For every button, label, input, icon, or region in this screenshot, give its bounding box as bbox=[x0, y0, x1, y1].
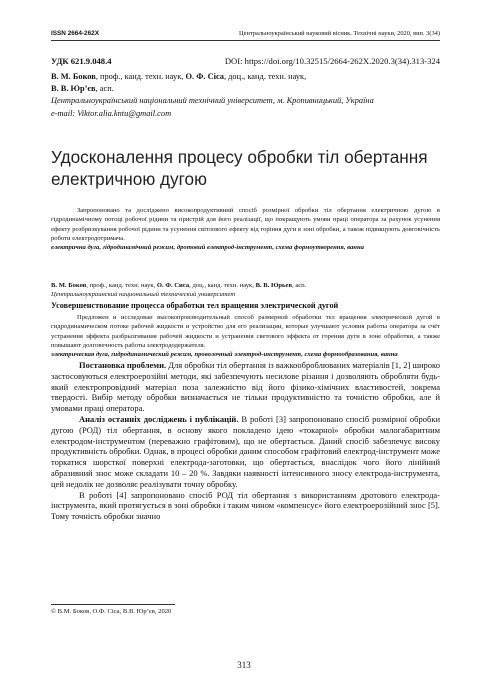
author-name: В. М. Боков bbox=[51, 72, 96, 81]
udk-doi-line bbox=[51, 56, 440, 66]
udk-code: УДК 621.9.048.4 bbox=[51, 56, 112, 66]
email: e-mail: Viktor.alia.kntu@gmail.com bbox=[51, 108, 172, 118]
section-heading: Постановка проблеми. bbox=[79, 360, 167, 370]
author-name: О. Ф. Сиса bbox=[156, 282, 190, 289]
author-title: , проф., канд. техн. наук, bbox=[86, 282, 157, 289]
author-line-1 bbox=[51, 71, 440, 83]
affiliation-ru: Центральноукраинский национальный технический университет bbox=[51, 291, 236, 299]
author-title: , асп. bbox=[95, 84, 114, 94]
abstract-ua bbox=[51, 206, 440, 252]
footnote-rule bbox=[51, 604, 175, 605]
author-name: В. В. Юр’єв bbox=[51, 84, 96, 94]
abstract-text-ru: Предложен и исследован высокопроизводительный способ размерной обработки тел вращения электрической дугой в гидродинамическом потоке рабочей жидкости и устройство для его реализации, которые улучшают условия работы оператора за счёт устранения эффекта разбрызгивания рабочей жидкости и устранения светового эффекта от горения дуги в зоне обработки, а также повышают долговечность работы электрододержателя. bbox=[51, 314, 440, 349]
author-title: , асп. bbox=[292, 282, 307, 289]
paragraph-work4: В роботі [4] запропоновано спосіб РОД тіл обертання з використанням дротового електрода-інструмента, який протягується в зоні обробки і таким чином «компенсує» його електроерозійний знос [5]. Тому точність обробки значно bbox=[51, 489, 440, 522]
page-number: 313 bbox=[237, 660, 251, 670]
author-name: О. Ф. Сіса bbox=[185, 72, 224, 81]
section-heading: Аналіз останніх досліджень і публікацій. bbox=[79, 413, 239, 424]
paragraph-analysis bbox=[51, 414, 440, 490]
author-name: В. М. Боков bbox=[51, 282, 87, 289]
author-name: В. В. Юрьев bbox=[255, 282, 293, 289]
paragraph-problem bbox=[51, 360, 440, 414]
copyright-footnote: © В.М. Боков, О.Ф. Сіса, В.В. Юр’єв, 2020 bbox=[51, 608, 172, 615]
paper-title: Удосконалення процесу обробки тіл обертання електричною дугою bbox=[51, 147, 428, 189]
body-text bbox=[51, 360, 440, 522]
author-title: , доц., канд. техн. наук, bbox=[189, 282, 256, 289]
author-line-2 bbox=[51, 83, 440, 95]
abstract-text: Запропоновано та досліджено високопродуктивний спосіб розмірної обробки тіл обертання електричною дугою в гідродинамічному потоці робочої рідини та пристрій для його реалізації, що покращують умови праці оператора за рахунок усунення ефекту розбризкування робочої рідини та усунення світлового ефекту від горіння дуги в зоні обробки, а також підвищують довговічність роботи електродотримача. bbox=[51, 207, 440, 242]
paragraph-text: В роботі [3] запропоновано спосіб розмірної обробки дугою (РОД) тіл обертання, в основу якого покладено ідею «токарної» обробки малогабаритним електродом-інструментом (переважно графітовим), що не обертається. Даний спосіб забезпечує високу продуктивність обробки. Однак, в процесі обробки даним способом графітовий електрод-інструмент може торкатися шорсткої поверхні електрода-заготовки, що обертається, внаслідок чого його лінійний абразивний знос може складати 10 – 20 %. Завдяки наявності інтенсивного зносу електрода-інструмента, цей недолік не дозволяє реалізувати точну обробку. bbox=[51, 413, 441, 489]
title-ru: Усовершенствование процесса обработки тел вращения электрической дугой bbox=[51, 301, 339, 310]
doi: DOI: https://doi.org/10.32515/2664-262X.2020.3(34).313-324 bbox=[224, 56, 440, 66]
author-line-ru bbox=[51, 281, 440, 290]
paragraph-text: Для обробки тіл обертання із важкооброблюваних матеріалів [1, 2] широко застосовуються електроерозійні методи, які забезпечують несилове різання і дозволяють обробляти будь-який електропровідний матеріал поза залежністю від його фізико-хімічних властивостей, зокрема твердості. Вибір методу обробки визначається не тільки продуктивністю та точністю обробки, але й умовами праці оператора. bbox=[51, 360, 440, 414]
journal-name: Центральноукраїнський науковий вісник. Технічні науки, 2020, вип. 3(34) bbox=[239, 30, 440, 37]
author-title: , доц., канд. техн. наук, bbox=[223, 72, 307, 81]
authors-ru bbox=[51, 281, 440, 299]
keywords-ua: електрична дуга, гідродинамічний режим, дротовий електрод-інструмент, схема формоутворення, ванна bbox=[51, 244, 364, 252]
issn: ISSN 2664-262X bbox=[51, 30, 99, 37]
authors-ua bbox=[51, 71, 440, 120]
keywords-ru: электрическая дуга, гидродинамический режим, проволочный электрод-инструмент, схема формообразования, ванна bbox=[51, 351, 398, 359]
affiliation: Центральноукраїнський національний технічний університет, м. Кропивницький, Україна bbox=[51, 96, 374, 106]
abstract-ru bbox=[51, 313, 440, 359]
header-rule bbox=[51, 40, 440, 41]
author-title: , проф., канд. техн. наук, bbox=[95, 72, 186, 81]
